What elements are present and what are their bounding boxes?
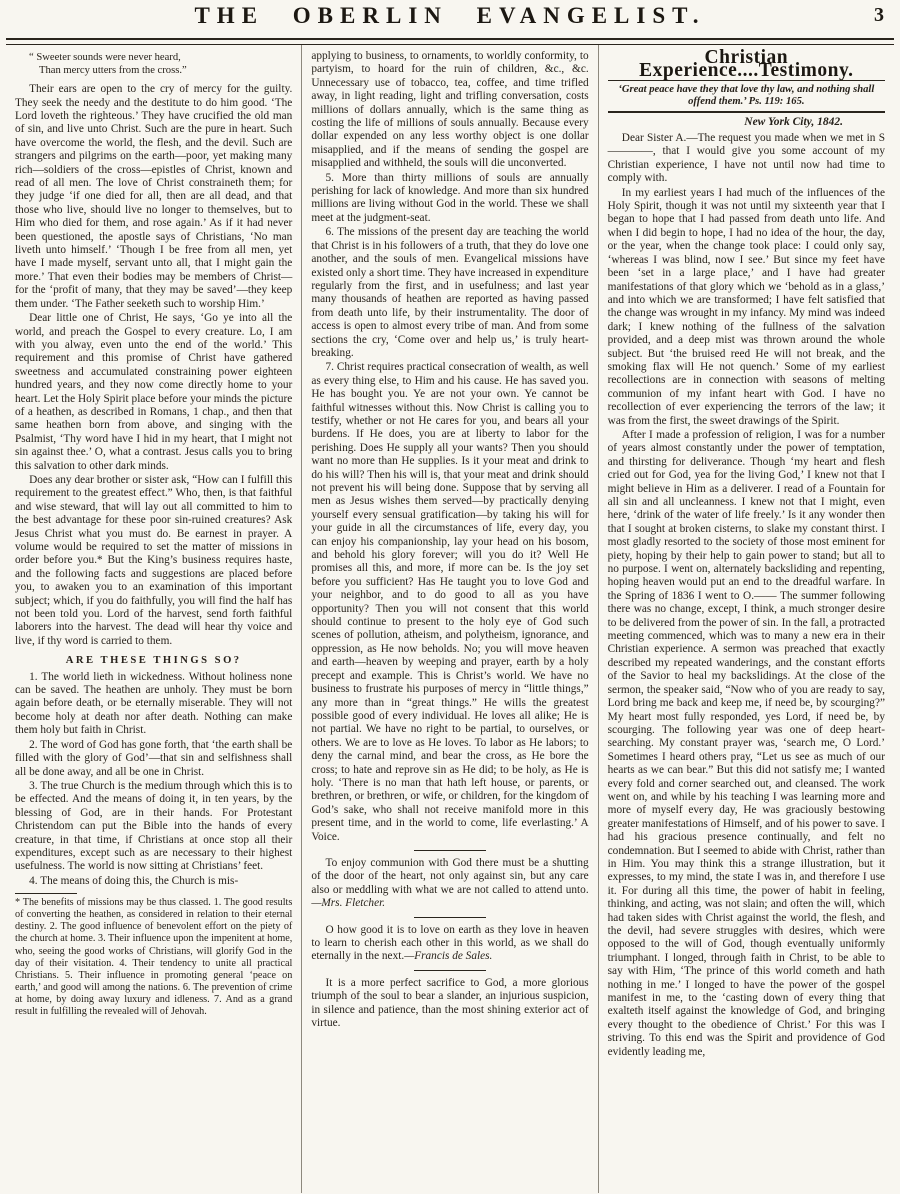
section-heading: ARE THESE THINGS SO?: [65, 655, 242, 667]
numbered-paragraph: 5. More than thirty millions of souls are annually perishing for lack of knowledge. And more than six hundred millions are living without God in the world. These we shall meet at the judgment-seat.: [311, 171, 589, 224]
section-divider: [414, 970, 486, 971]
paragraph: After I made a profession of religion, I was for a number of years almost constantly under the power of temptation, and thirsting for deliverance. Though ‘my heart and flesh cried out for God, yea for the living God,’ I knew not that I might believe in Him as a deliverer. I read of a Fountain for all sin and all uncleanness. I knew not that I might, even here, ‘drink of the water of life freely.’ Is it any wonder then that I sought at broken cisterns, to slake my constant thirst. I most gladly resorted to the society of those most eminent for piety, hoping by their help to gain power to stand; but all to no purpose. I went on, alternately backsliding and repenting, hoping heaven would put an end to the dreadful warfare. In the Spring of 1836 I went to O.—— The summer following there was no change, except, I think, a much stronger desire to be delivered from the power of sin. In the fall, a protracted meeting commenced, which was to many a new era in their Christian experience. A sermon was preached that exactly described my repeated wanderings, and the constant efforts of the Savior to heal my backslidings. At the close of the sermon, the speaker said, “Now who of you are ready to say, Lord bring me back and keep me, if need be, by scourging?” My heart most fully responded, yes Lord, if need be, by scourging. The following year was one of deep heart-searching. My constant prayer was, ‘search me, O Lord.’ Sometimes I heard others pray, “Let us see as much of our hearts as we can bear.” But this did not satisfy me; I wanted every fold and corner searched out, and cleansed. The work went on, and while by his teaching I was learning more and more of myself every day, He was graciously bestowing greater manifestations of Himself, and of his power to save. I had his gracious presence continually, and felt no condemnation. But I seemed to abide with Christ, rather than in Him. You may think this a strange illustration, but it expresses, to my mind, the state I was in, and therefore I use it. For during all this time, the power of habit in feeling, thinking, and acting, was not slain; and often the will, which had taken sides with Christ against the world, the flesh, and the devil, had severe struggles with desires, which were opposed to the will of God, though eventually uniformly triumphant. I longed, through faith in Christ, to be able to say with Him, ‘The prince of this world cometh and hath nothing in me.’ I longed to have the power of the gospel manifest in me, to the ‘casting down of every thing that exalteth itself against the knowledge of God, and bringing every thought to the obedience of Christ.’ For this was I striving. To this end was the Spirit and providence of God evidently leading me,: [607, 428, 885, 1058]
dateline: New York City, 1842.: [744, 115, 843, 128]
paragraph: Their ears are open to the cry of mercy for the guilty. They seek the needy and the destitute to do him good. ‘The Lord loveth the righteous.’ They have crucified the old man of sin, and live unto Christ. Such are the pure in heart. Such have overcome the world, the flesh, and the devil. Such are strangers and pilgrims on the earth—poor, yet making many rich—soldiers of the cross—epistles of Christ, known and read of all men. The love of Christ constraineth them; for they judge ‘if one died for all, then are all dead, and that those who live, should live no longer to themselves, but to Him who died for them, and rose again.’ As if it had never been questioned, the apostle says of Christians, ‘No man liveth unto himself.’ ‘Though I be free from all men, yet have I made myself, servant unto all, that I might gain the more.’ That even their bodies may be members of Christ—for the ‘profit of many, that they may be saved’—they keep them under. ‘The Father seeketh such to worship Him.’: [15, 83, 293, 310]
paragraph: In my earliest years I had much of the influences of the Holy Spirit, though it was not until my sixteenth year that I began to hope that I had passed from death unto life. And when I did begin to hope, I had no idea of the hour, the day, or the year, when the change took place: I could only say, ‘whereas I was blind, now I see.’ But since my feet have been ‘set in a large place,’ and I have had greater manifestations of that glory which we ‘behold as in a glass,’ and into which we are transformed; I have felt satisfied that the change was wrought in my infancy. My mind was indeed dark; I knew nothing of the fullness of the salvation provided, and a deep mist was thrown around the whole subject. But ‘the bruised reed He will not break, and the smoking flax will He not quench.’ Some of my earliest recollections are in connection with seasons of melting communion of my infant heart with God. I have no recollection of ever experiencing the terrors of the law; it was from the first, the sweet drawings of the Spirit.: [607, 186, 885, 427]
masthead-rule: [6, 38, 894, 45]
verse-line: Than mercy utters from the cross.”: [39, 64, 187, 76]
column-area: [0, 45, 900, 1193]
aphorism-attribution: —Mrs. Fletcher.: [311, 897, 386, 910]
numbered-paragraph: 7. Christ requires practical consecration of wealth, as well as every thing else, to Him and his cause. He has saved you. He has bought you. Ye are not your own. Ye cannot be faithful witnesses without this. Now Christ is calling you to testify, whether or not He cares for you, and bears all your burdens. If He does, you are at liberty to labor for the perishing. Does He supply all your wants? Then you should want no more than He supplies. Is it your meat and drink to do his will? Then his will is, that your meat and drink should not prevent his will being done. Suppose that by serving all men as Jesus wishes them served—by practically denying yourself every sensual gratification—by taking his will for your guide in all the circumstances of life, every day, you can enjoy his companionship, lay your head on his bosom, and behold his glory forever; will you do it? Well He promises all this, and more, if more can be. Is the joy set before you sufficient? Has He taught you to love God and your neighbor, and to do good to all as you have opportunity? Then you will not consent that this world should continue to present to the holy eye of God such scenes of pollution, atheism, and polytheism, ignorance, and oppression, as He now beholds. No; you will move heaven and earth—heaven by weeping and prayer, earth by a holy precept and example. This is Christ’s world. We have no business to frustrate his purposes of mercy in “little things,” any more than in “great things.” He wills the greatest possible good of every individual. He loves all alike; He is not partial. We have no right to be partial, to ourselves, or others. We are to love as He loves. To labor as He labors; to deny the carnal mind, and bear the cross, as He bore the cross; to hate and reprove sin as He did; to be holy, as He is holy. ‘There is no man that hath left house, or parents, or brethren, or brethren, or wife, or children, for the kingdom of God’s sake, who shall not receive manifold more in this present time, and in the world to come, life everlasting.’ A Voice.: [311, 361, 589, 843]
masthead: [0, 0, 900, 33]
aphorism: [311, 857, 588, 911]
numbered-paragraph: 2. The word of God has gone forth, that ‘the earth shall be filled with the glory of God’—that sin and selfishness shall all be done away, and all be one in Christ.: [15, 738, 293, 778]
section-divider: [414, 917, 486, 918]
epigraph-rule: [608, 111, 885, 113]
column-1: [6, 45, 301, 1193]
section-divider: [414, 850, 486, 851]
paragraph: Does any dear brother or sister ask, “How can I fulfill this requirement to the greatest effect.” Who, then, is that faithful and wise steward, that will lay out all committed to him to the best advantage for these poor sin-ruined creatures? Ask Jesus Christ what you must do. Be earnest in prayer. A volume would be required to set the matter of missions in order before you.* But the King’s business requires haste, and the following facts and suggestions are placed before you, to awaken you to an examination of this important subject; which, if you do faithfully, you will find the half has not been told you. Lord of the harvest, send forth faithful laborers into the harvest. The dead will hear thy voice and live, if thy word is carried to them.: [15, 473, 293, 647]
numbered-paragraph: 1. The world lieth in wickedness. Without holiness none can be saved. The heathen are unholy. They must be born again before death, or be eternally miserable. They will not become holy at death nor after death. Nothing can make them holy but faith in Christ.: [15, 670, 293, 737]
paragraph: applying to business, to ornaments, to worldly conformity, to partyism, to hoard for the ruin of children, &c., &c. Unnecessary use of tobacco, tea, coffee, and time trifled away, in light reading, light and trifling conversation, costs millions of dollars annually, which is the same thing as costing the life of millions of souls annually. Because every dollar expended on any less worthy object is one dollar misapplied, and if the means of sending the gospel are misapplied and withheld, the souls will die unconverted.: [311, 50, 589, 170]
page-number: 3: [874, 4, 884, 26]
paragraph: Dear little one of Christ, He says, ‘Go ye into all the world, and preach the Gospel to every creature. Lo, I am with you alway, even unto the end of the world.’ This requirement and this promise of Christ have gathered sweetness and accumulated constraining power eighteen hundred years, and they now come directly home to your heart. Let the Holy Spirit place before your minds the picture of a heathen, as described in Romans, 1 chap., and then that same heathen born from above, and singing with the Psalmist, ‘Thy word have I hid in my heart, that I might not sin against thee.’ O, what a contrast. Jesus calls you to bring this salvation to other dark minds.: [15, 312, 293, 472]
paragraph: Dear Sister A.—The request you made when we met in S————, that I would give you some account of my Christian experience, I have not until now had time to comply with.: [607, 132, 885, 185]
column-3: [598, 45, 894, 1193]
aphorism-text: O how good it is to love on earth as they love in heaven to learn to cherish each other in this world, as we shall do eternally in the next.: [311, 923, 589, 963]
aphorism-text: To enjoy communion with God there must be a shutting of the door of the heart, not only against sin, but any care also or meddling with what we are not called to attend unto.: [311, 856, 589, 896]
footnote: * The benefits of missions may be thus classed. 1. The good results of converting the heathen, as considered in relation to their eternal destiny. 2. The good influence of benevolent effort on the piety of the church at home. 3. Their influence upon the impenitent at home, who, seeing the good works of Christians, will glorify God in the day of their visitation. 4. Their tendency to unite all practical Christians. 5. Their influence in promoting general ‘peace on earth,’ and good will among the nations. 6. The prevention of crime at home, by doing away luxury and idleness. 7. And as a grand result in fulfilling the revealed will of Jehovah.: [15, 897, 293, 1017]
numbered-paragraph: 4. The means of doing this, the Church is mis-: [29, 874, 239, 887]
article-heading: Christian Experience....Testimony.: [639, 47, 854, 82]
opening-verse: [29, 52, 292, 77]
epigraph: ‘Great peace have they that love thy law, and nothing shall offend them.’ Ps. 119: 165.: [618, 83, 875, 108]
aphorism: [311, 977, 588, 1031]
paper-title: THE OBERLIN EVANGELIST.: [194, 3, 706, 28]
numbered-paragraph: 3. The true Church is the medium through which this is to be effected. And the means of doing it, in ten years, by the blessing of God, are in their hands. For Protestant Christendom can put the Bible into the hands of every creature, in that time, if Christians at once stop all their expenditures, except such as are necessary to their highest usefulness. The world is now sitting at Christians’ feet.: [15, 779, 293, 873]
column-2: [301, 45, 597, 1193]
footnote-divider: [15, 893, 77, 894]
aphorism: [311, 924, 588, 964]
aphorism-text: It is a more perfect sacrifice to God, a more glorious triumph of the soul to bear a slander, an injurious suspicion, in silence and patience, than the most shining exterior act of virtue.: [311, 976, 589, 1030]
aphorism-attribution: —Francis de Sales.: [404, 950, 493, 963]
verse-line: “ Sweeter sounds were never heard,: [29, 52, 181, 63]
numbered-paragraph: 6. The missions of the present day are teaching the world that Christ is in his followers of a truth, that they do love one another, and the souls of men. Evangelical missions have existed only a short time. They have increased in expenditure regularly from the first, and in usefulness; and last year many thousands of heathen are reported as having passed from death unto life, by their instrumentality. The door of access is open to almost every tribe of man. And from some sections the cry, ‘Come over and help us,’ is truly heart-breaking.: [311, 226, 589, 359]
